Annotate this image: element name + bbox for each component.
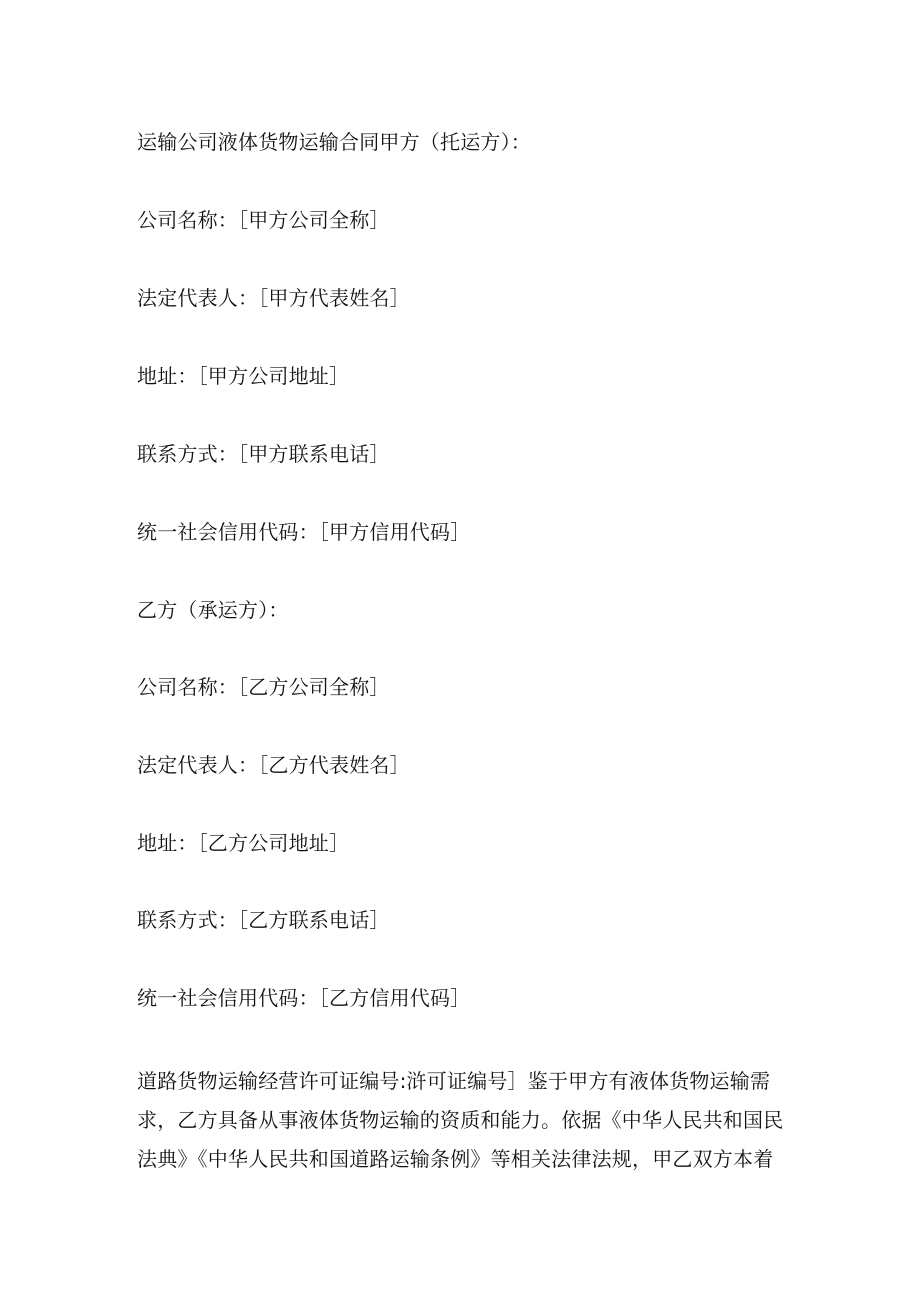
party-a-legal-rep: 法定代表人：［甲方代表姓名］ (137, 286, 410, 310)
party-b-company-name: 公司名称：［乙方公司全称］ (137, 675, 390, 699)
preamble-paragraph (137, 1062, 787, 1179)
preamble-line: 求，乙方具备从事液体货物运输的资质和能力。依据《中华人民共和国民 (137, 1108, 784, 1132)
party-a-address: 地址：［甲方公司地址］ (137, 364, 350, 388)
contract-title: 运输公司液体货物运输合同甲方（托运方）： (137, 130, 531, 154)
party-b-legal-rep: 法定代表人：［乙方代表姓名］ (137, 753, 410, 777)
party-a-company-name: 公司名称：［甲方公司全称］ (137, 208, 390, 232)
party-a-credit-code: 统一社会信用代码：［甲方信用代码］ (137, 520, 471, 544)
party-b-heading: 乙方（承运方）： (137, 598, 289, 622)
preamble-line: 道路货物运输经营许可证编号:浒可证编号］鉴于甲方有液体货物运输需 (137, 1069, 771, 1093)
preamble-line: 法典》《中华人民共和国道路运输条例》等相关法律法规，甲乙双方本着 (137, 1147, 774, 1171)
party-b-address: 地址：［乙方公司地址］ (137, 831, 350, 855)
party-b-credit-code: 统一社会信用代码：［乙方信用代码］ (137, 986, 471, 1010)
party-b-contact: 联系方式：［乙方联系电话］ (137, 908, 390, 932)
party-a-contact: 联系方式：［甲方联系电话］ (137, 442, 390, 466)
